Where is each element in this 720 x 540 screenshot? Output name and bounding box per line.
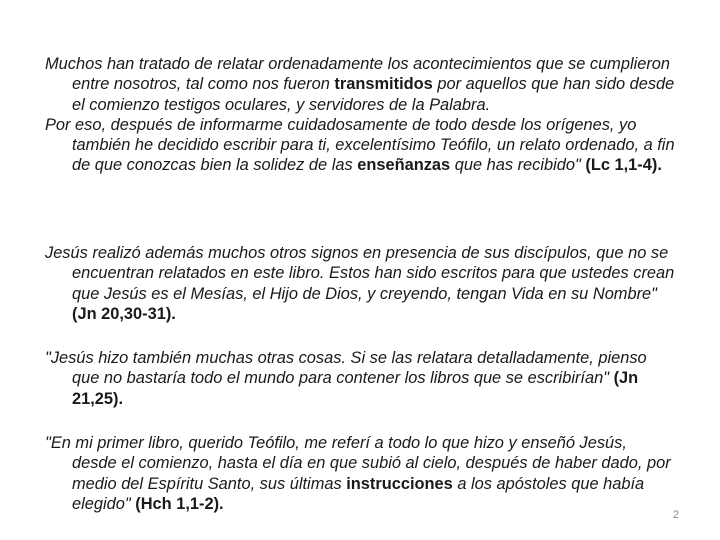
- text-segment: "Jesús hizo también muchas otras cosas. Si se las relatara detalladamente, pienso que no bastaría todo el mundo para contener los libros que se escribirían": [45, 349, 647, 388]
- emphasized-word: enseñanzas: [357, 156, 451, 175]
- emphasized-word: transmitidos: [334, 75, 433, 94]
- quote-john-21: [45, 348, 675, 409]
- citation: (Jn 21,25).: [72, 369, 639, 408]
- emphasized-word: instrucciones: [346, 474, 453, 493]
- quote-acts: [45, 433, 675, 514]
- text-segment: que has recibido": [450, 156, 586, 175]
- text-segment: por aquellos que han sido desde el comienzo testigos oculares, y servidores de la Palabra.: [72, 75, 675, 114]
- text-segment: a los apóstoles que había elegido": [72, 474, 645, 513]
- text-segment: Por eso, después de informarme cuidadosamente de todo desde los orígenes, yo también he decidido escribir para ti, excelentísimo Teófilo, un relato ordenado, a fin de que conozcas bien la solidez de las: [45, 115, 675, 175]
- quote-luke: [45, 54, 675, 176]
- page-number: 2: [672, 509, 679, 521]
- citation: (Hch 1,1-2).: [135, 494, 224, 513]
- quote-john-20: [45, 243, 675, 324]
- citation: (Jn 20,30-31).: [72, 304, 176, 323]
- citation: (Lc 1,1-4).: [585, 156, 662, 175]
- quote-luke-paragraph-1: [45, 54, 675, 115]
- text-segment: Jesús realizó además muchos otros signos en presencia de sus discípulos, que no se encuentran relatados en este libro. Estos han sido escritos para que ustedes crean que Jesús es el Mesías, el Hijo de Dios, y creyendo, tengan Vida en su Nombre": [45, 244, 675, 303]
- quote-acts-paragraph: [45, 433, 675, 514]
- quote-john-21-paragraph: [45, 348, 675, 409]
- text-segment: Muchos han tratado de relatar ordenadamente los acontecimientos que se cumplieron entre nosotros, tal como nos fueron: [45, 55, 671, 94]
- quote-john-20-paragraph: [45, 243, 675, 324]
- quote-luke-paragraph-2: [45, 115, 675, 176]
- text-segment: "En mi primer libro, querido Teófilo, me referí a todo lo que hizo y enseñó Jesús, desde el comienzo, hasta el día en que subió al cielo, después de haber dado, por medio del Espíritu Santo, sus últimas: [45, 434, 671, 493]
